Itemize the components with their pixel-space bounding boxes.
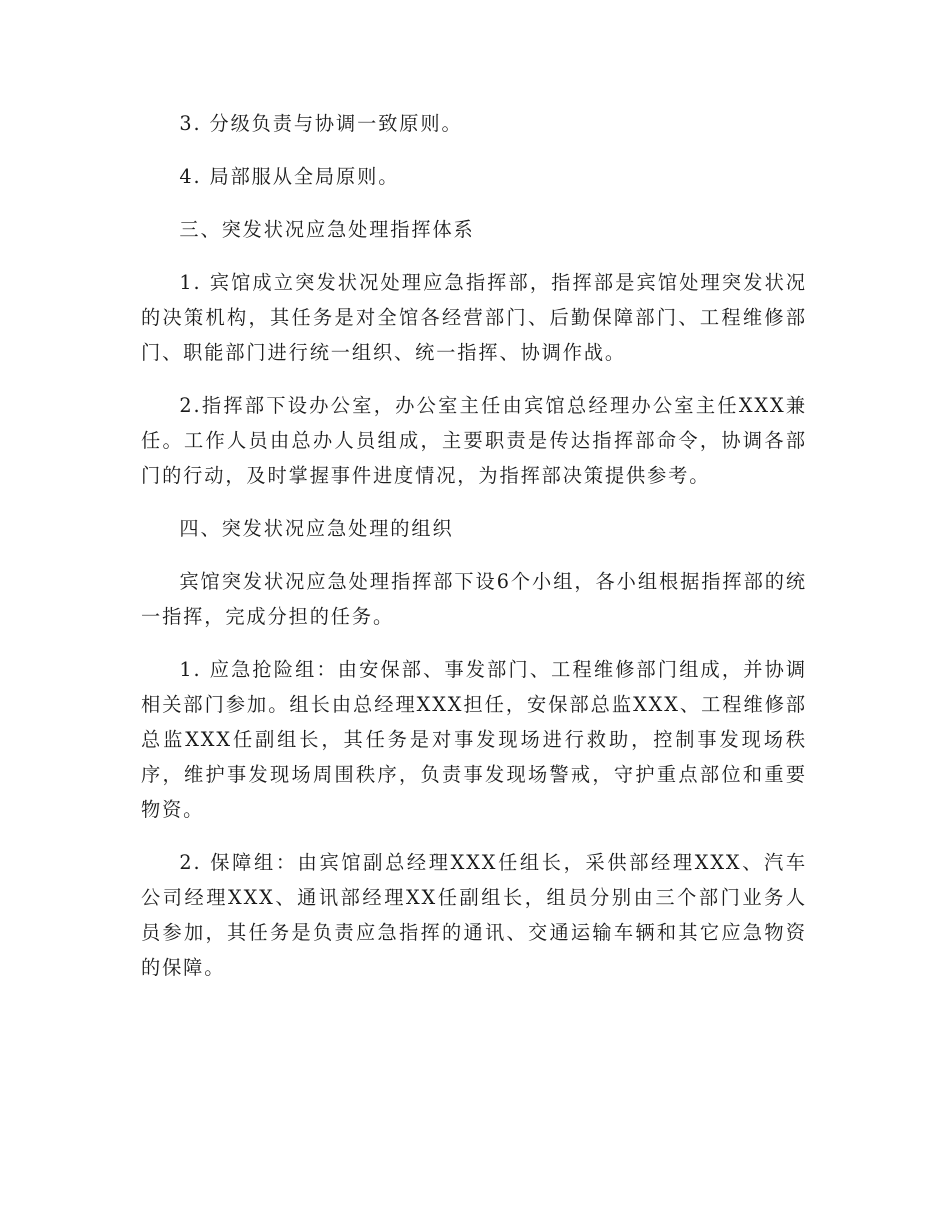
paragraph-principle-3: 3. 分级负责与协调一致原则。	[179, 112, 463, 135]
paragraph-support-group: 2. 保障组：由宾馆副总经理XXX任组长，采供部经理XXX、汽车公司经理XXX、通讯部经理XX任副组长，组员分别由三个部门业务人员参加，其任务是负责应急指挥的通讯、交通运输车辆和其它应急物资的保障。	[141, 851, 807, 979]
paragraph-principle-4: 4. 局部服从全局原则。	[179, 165, 400, 188]
paragraph-groups-intro: 宾馆突发状况应急处理指挥部下设6个小组，各小组根据指挥部的统一指挥，完成分担的任务。	[141, 570, 807, 628]
section-heading-3: 三、突发状况应急处理指挥体系	[179, 218, 475, 241]
paragraph-office: 2.指挥部下设办公室，办公室主任由宾馆总经理办公室主任XXX兼任。工作人员由总办人员组成，主要职责是传达指挥部命令，协调各部门的行动，及时掌握事件进度情况，为指挥部决策提供参考。	[141, 394, 807, 487]
paragraph-rescue-group: 1. 应急抢险组：由安保部、事发部门、工程维修部门组成，并协调相关部门参加。组长由总经理XXX担任，安保部总监XXX、工程维修部总监XXX任副组长，其任务是对事发现场进行救助，控制事发现场秩序，维护事发现场周围秩序，负责事发现场警戒，守护重点部位和重要物资。	[141, 658, 807, 821]
section-heading-4: 四、突发状况应急处理的组织	[179, 517, 454, 540]
document-body	[141, 106, 807, 985]
paragraph-command-center: 1. 宾馆成立突发状况处理应急指挥部，指挥部是宾馆处理突发状况的决策机构，其任务是对全馆各经营部门、后勤保障部门、工程维修部门、职能部门进行统一组织、统一指挥、协调作战。	[141, 271, 807, 364]
